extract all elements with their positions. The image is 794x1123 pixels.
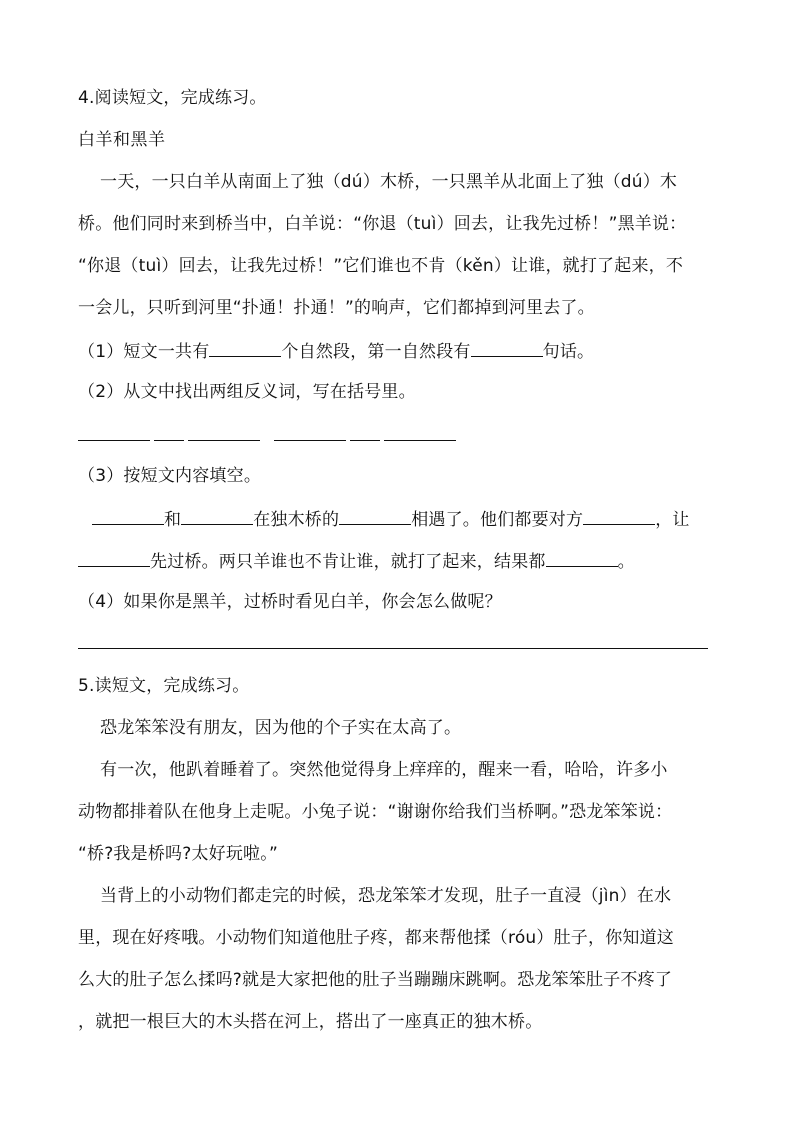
q5-passage-line: 恐龙笨笨没有朋友，因为他的个子实在太高了。 — [100, 718, 462, 738]
sub3-text: ，让 — [655, 510, 690, 530]
answer-blank[interactable] — [471, 340, 543, 357]
q5-passage-line: 动物都排着队在他身上走呢。小兔子说：“谢谢你给我们当桥啊。”恐龙笨笨说： — [78, 802, 673, 822]
sub3-text: 。 — [617, 552, 635, 572]
answer-blank[interactable] — [209, 340, 281, 357]
q5-passage-line: 么大的肚子怎么揉吗?就是大家把他的肚子当蹦蹦床跳啊。恐龙笨笨肚子不疼了 — [78, 970, 673, 990]
q4-passage-line: 一会儿，只听到河里“扑通！扑通！”的响声，它们都掉到河里去了。 — [78, 298, 595, 318]
pair-dash — [350, 431, 380, 441]
answer-blank[interactable] — [78, 550, 150, 567]
answer-blank[interactable] — [339, 508, 411, 525]
sub3-text: 和 — [164, 510, 182, 530]
pair-dash — [154, 431, 184, 441]
q4-passage-line: “你退（tuì）回去，让我先过桥！”它们谁也不肯（kěn）让谁，就打了起来，不 — [78, 256, 684, 276]
answer-blank[interactable] — [384, 424, 456, 441]
q5-passage-line: ，就把一根巨大的木头搭在河上，搭出了一座真正的独木桥。 — [78, 1012, 543, 1032]
q4-passage-line: 桥。他们同时来到桥当中，白羊说：“你退（tuì）回去，让我先过桥！”黑羊说： — [78, 214, 687, 234]
story-title: 白羊和黑羊 — [78, 130, 166, 150]
answer-blank[interactable] — [92, 508, 164, 525]
antonym-blanks — [78, 424, 728, 446]
answer-blank[interactable] — [546, 550, 618, 567]
answer-blank[interactable] — [188, 424, 260, 441]
q5-passage-line: “桥?我是桥吗?太好玩啦。” — [78, 844, 278, 864]
q5-passage-line: 当背上的小动物们都走完的时候，恐龙笨笨才发现，肚子一直浸（jìn）在水 — [100, 886, 672, 906]
q4-header: 4.阅读短文，完成练习。 — [78, 88, 267, 108]
sub3-text: 先过桥。两只羊谁也不肯让谁，就打了起来，结果都 — [150, 552, 546, 572]
sub3-text: 相遇了。他们都要对方 — [411, 510, 584, 530]
sub1-text-b: 个自然段，第一自然段有 — [281, 342, 471, 362]
q4-sub4: （4）如果你是黑羊，过桥时看见白羊，你会怎么做呢？ — [78, 592, 502, 612]
q4-sub3-label: （3）按短文内容填空。 — [78, 466, 262, 486]
answer-blank[interactable] — [181, 508, 253, 525]
q5-passage-line: 有一次，他趴着睡着了。突然他觉得身上痒痒的，醒来一看，哈哈，许多小 — [100, 760, 668, 780]
answer-blank[interactable] — [78, 424, 150, 441]
q4-sub3-line2 — [78, 550, 728, 572]
sub3-text: 在独木桥的 — [253, 510, 340, 530]
q5-passage-line: 里，现在好疼哦。小动物们知道他肚子疼，都来帮他揉（róu）肚子，你知道这 — [78, 928, 674, 948]
answer-line[interactable] — [78, 632, 708, 649]
q5-header: 5.读短文，完成练习。 — [78, 676, 250, 696]
q4-sub3-line1 — [92, 508, 742, 530]
q4-sub2: （2）从文中找出两组反义词，写在括号里。 — [78, 382, 416, 402]
q4-sub1 — [78, 340, 728, 362]
q4-passage-line: 一天，一只白羊从南面上了独（dú）木桥，一只黑羊从北面上了独（dú）木 — [100, 172, 678, 192]
q4-sub4-answer — [78, 632, 728, 654]
answer-blank[interactable] — [274, 424, 346, 441]
sub1-text-c: 句话。 — [542, 342, 595, 362]
sub1-text-a: （1）短文一共有 — [78, 342, 210, 362]
answer-blank[interactable] — [583, 508, 655, 525]
